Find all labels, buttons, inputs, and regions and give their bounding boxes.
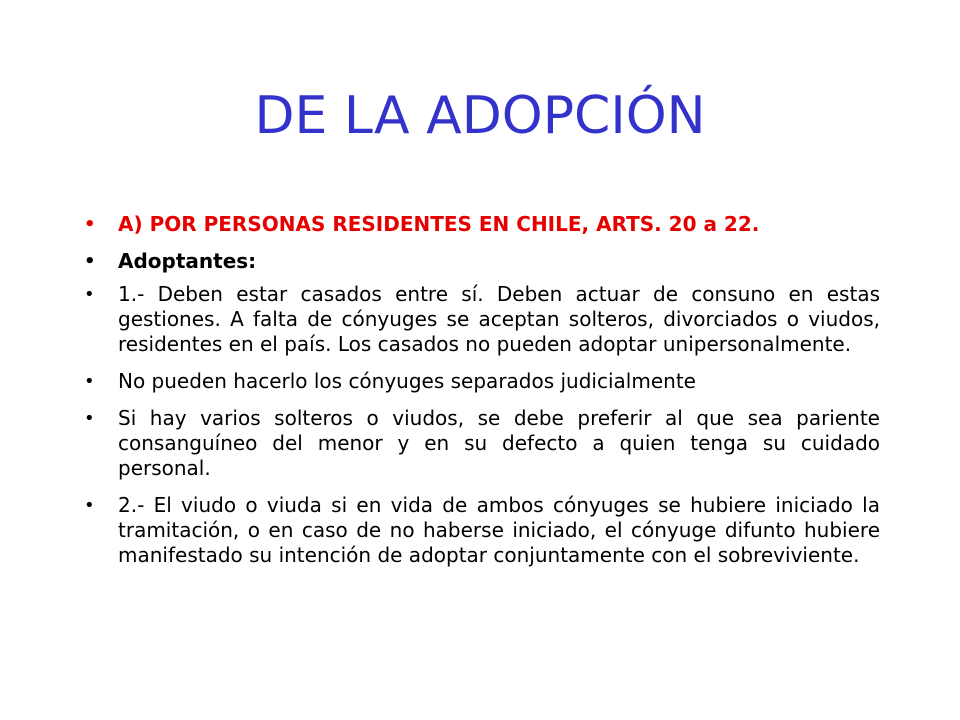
bullet-icon: • [84,284,95,305]
bullet-text: A) POR PERSONAS RESIDENTES EN CHILE, ARTS. 20 a 22. [118,212,760,236]
bullet-icon: • [84,251,96,272]
bullet-item-preferencia [84,406,880,481]
bullet-icon: • [84,495,95,516]
bullet-text: Adoptantes: [118,249,257,273]
bullet-icon: • [84,371,95,392]
bullet-icon: • [84,214,96,235]
bullet-text: No pueden hacerlo los cónyuges separados judicialmente [118,369,696,393]
bullet-icon: • [84,408,95,429]
bullet-item-adoptantes [84,249,880,274]
bullet-text: Si hay varios solteros o viudos, se debe preferir al que sea pariente consanguíneo del menor y en su defecto a quien tenga su cuidado personal. [118,406,880,480]
bullet-item-section-heading [84,212,880,237]
slide-title: DE LA ADOPCIÓN [254,86,706,146]
bullet-text: 2.- El viudo o viuda si en vida de ambos cónyuges se hubiere iniciado la tramitación, o en caso de no haberse iniciado, el cónyuge difunto hubiere manifestado su intención de adoptar conjuntamente con el sobreviviente. [118,493,880,567]
bullet-item-requisito-2 [84,493,880,568]
bullet-list [84,212,880,580]
bullet-text: 1.- Deben estar casados entre sí. Deben actuar de consuno en estas gestiones. A falta de cónyuges se aceptan solteros, divorciados o viudos, residentes en el país. Los casados no pueden adoptar unipersonalmente. [118,282,880,356]
bullet-item-requisito-1 [84,282,880,357]
bullet-item-separados [84,369,880,394]
